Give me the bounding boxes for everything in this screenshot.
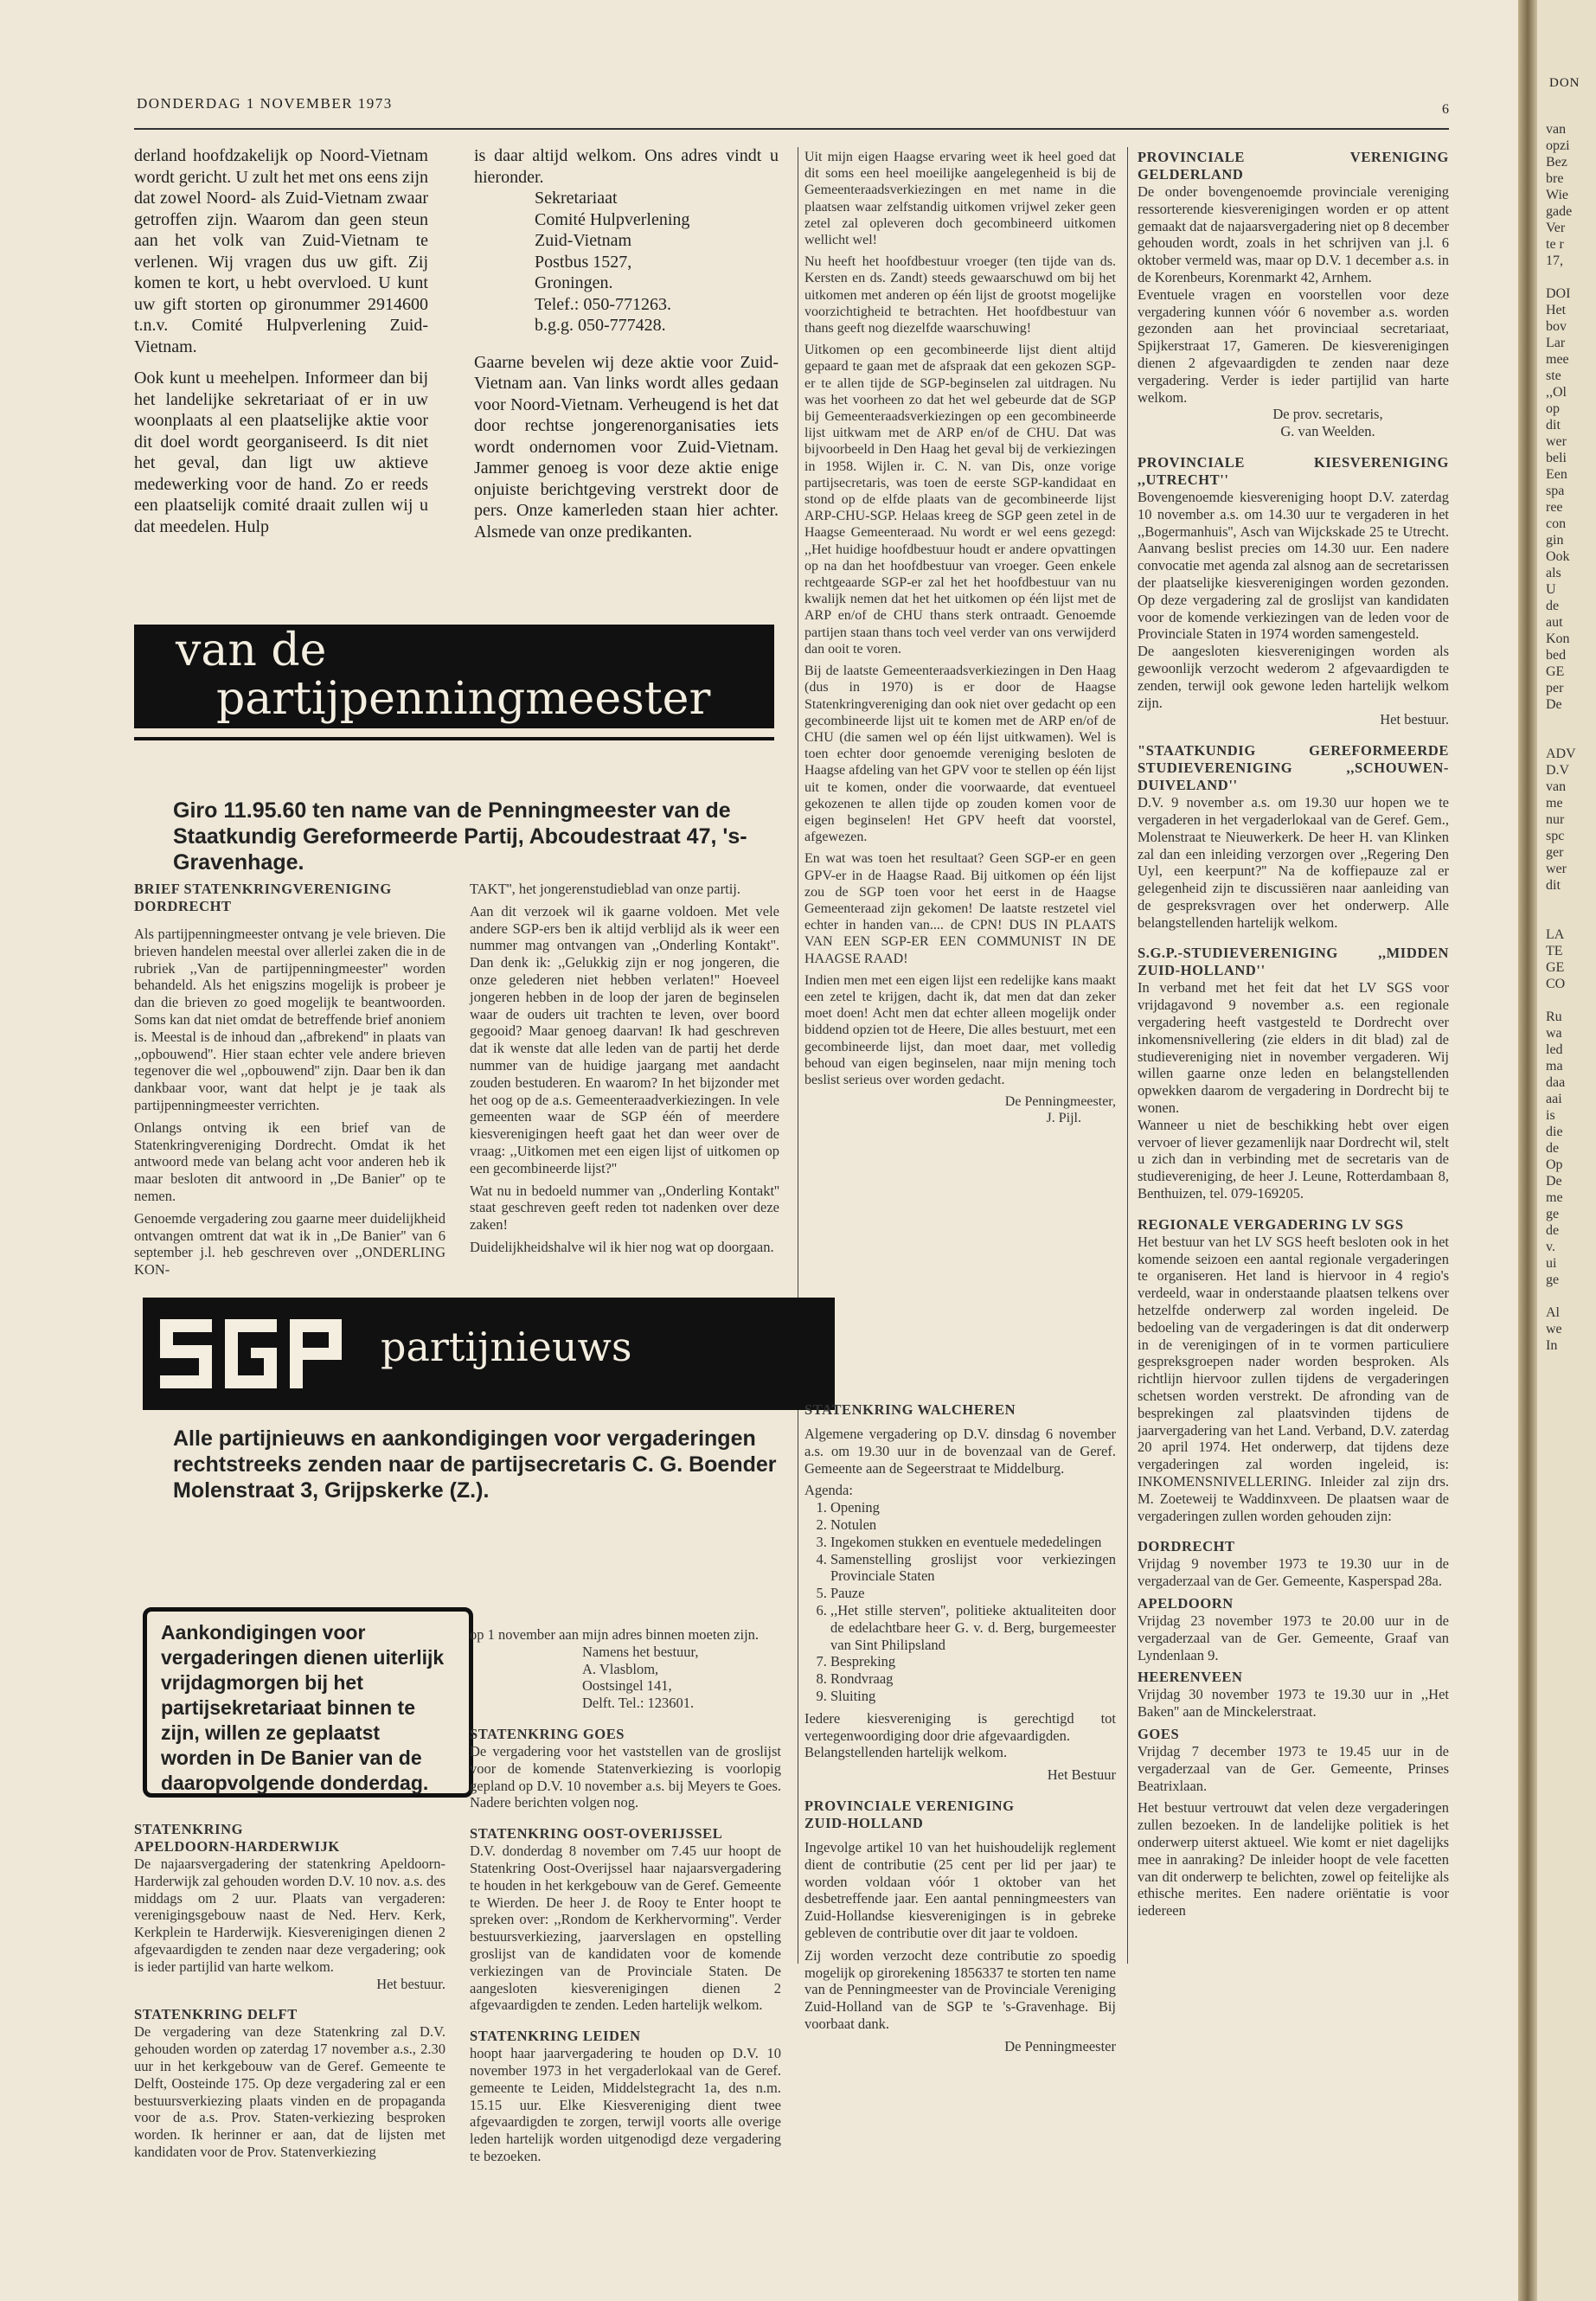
agenda-item: 2. Notulen (830, 1516, 1116, 1534)
statenkring-leiden (470, 2028, 781, 2165)
vietnam-paragraph: Ook kunt u meehelpen. Informeer dan bij het landelijke sekretariaat of er in uw woonplaats al een plaatselijke aktie voor dit doel wordt georganiseerd. Is dit niet het geval, dan ligt uw aktieve medewerking voor de hand. Zo er reeds een plaatselijk comité draait zullen wij u dat meedelen. Hulp (134, 369, 428, 536)
secretariat-address (535, 188, 779, 336)
bottom-col1 (134, 1821, 445, 2175)
signature-line: A. Vlasblom, (582, 1660, 659, 1677)
regional-list (1138, 1538, 1449, 1920)
brief-paragraph: Onlangs ontving ik een brief van de Statenkringvereniging Dordrecht. Omdat ik het antwoord mede van belang acht voor anderen heb ik maar besloten dit antwoord in ,,De Banier'' op te nemen. (134, 1118, 445, 1204)
agenda-label: Agenda: (804, 1482, 853, 1499)
brief-paragraph: En wat was toen het resultaat? Geen SGP-er en geen GPV-er in de Haagse Raad. Bij uitkomen op één lijst zou de SGP toen voor het eerst in de Haagse Gemeenteraad zijn gekomen! De laatste restzetel viel echter in handen van.... de CPN! DUS IN PLAATS VAN EEN SGP-ER EEN COMMUNIST IN DE HAAGSE RAAD! (804, 851, 1116, 966)
brief-paragraph: Indien men met een eigen lijst een redelijke kans maakt een zetel te krijgen, dacht ik, dat men dat dan zeker moet doen! Acht men dat echter alleen mogelijk onder biddend opzien tot de Heere, Die alles bestuurt, met een gecombineerde lijst, dan moet daar, met volledig behoud van eigen beginselen, naar mijn mening toch beslist serieus over worden gedacht. (804, 972, 1116, 1087)
next-page-fragments: van opzi Bez bre Wie gade Ver te r 17, DOI Het bov Lar mee ste ,,Ol op dit wer beli Een spa ree con gin Ook als U de aut Kon bed GE per De ADV D.V van me nur spc ger wer dit LA TE GE CO Ru wa led ma daa aai is die de Op De me ge de v. ui ge Al we In (1546, 122, 1576, 1353)
announcement-title: PROVINCIALE VERENIGING GELDERLAND (1138, 149, 1449, 183)
vietnam-closing: Gaarne bevelen wij deze aktie voor Zuid-Vietnam aan. Van links wordt alles gedaan voor Noord-Vietnam. Verheugend is het dat door rechtse jongerenorganisaties iets wordt ondernomen voor Zuid-Vietnam. Jammer genoeg is voor deze aktie enige onjuiste berichtgeving verstrekt door de pers. Onze kamerleden staan hier achter. Alsmede van onze predikanten. (474, 352, 779, 542)
brief-paragraph: Aan dit verzoek wil ik gaarne voldoen. Met vele andere SGP-ers ben ik altijd verblijd als ik weer een nummer mag ontvangen van ,,Onderling Kontakt''. Dan denk ik: ,,Gelukkig zijn er nog jongeren, die onze gelederen niet hebben verlaten!'' Hoeveel jongeren hebben in de loop der jaren de beginselen waar de ouders uit trachten te leven, over boord gegooid? Maar genoeg daarvan! Ik had geschreven dat ik wenste dat alle leden van de partij het derde nummer van de huidige jaargang met aandacht zouden bestuderen. En waarom? In het bijzonder met het oog op de a.s. Gemeenteraadverkiezingen. In vele gemeenten waar de SGP één of meerdere kiesverenigingen heeft gaat het dan weer over de vraag: ,,Uitkomen met een eigen lijst of uitkomen op een gecombineerde lijst?'' (470, 902, 779, 1176)
announcement-title: "STAATKUNDIG GEREFORMEERDE STUDIEVERENIGING ,,SCHOUWEN-DUIVELAND'' (1138, 742, 1449, 794)
vietnam-article-col1 (134, 145, 428, 548)
kring-title: STATENKRING OOST-OVERIJSSEL (470, 1825, 723, 1843)
announcement-text: De onder bovengenoemde provinciale vereniging ressorterende kiesverenigingen worden er op attent gemaakt dat de najaarsvergadering niet op 8 december gehouden wordt, zoals in het schrijven van j.l. 6 oktober vermeld was, maar op D.V. 1 december a.s. in de Korenbeurs, Korenmarkt 42, Arnhem. (1138, 183, 1449, 285)
kring-title: ZUID-HOLLAND (804, 1814, 924, 1831)
agenda-item: 5. Pauze (830, 1585, 1116, 1602)
announcement-signature: Het bestuur. (1380, 711, 1449, 728)
brief-paragraph: Nu heeft het hoofdbestuur vroeger (ten tijde van ds. Kersten en ds. Zandt) steeds gewaarschuwd om bij het uitkomen met anderen op één lijst de grootst mogelijke voorzichtigheid te betrachten. Het hoofdbestuur van thans geeft nog diezelfde waarschuwing! (804, 254, 1116, 336)
brief-paragraph: Als partijpenningmeester ontvang je vele brieven. Die brieven handelen meestal over allerlei zaken die in de rubriek ,,Van de partijpenningmeester'' worden behandeld. Als het enigszins mogelijk is probeer je dan die brieven zo goed mogelijk te beantwoorden. Soms kan dat niet omdat de betreffende brief anoniem is. Meestal is de inhoud dan ,,afbrekend'' in plaats van ,,opbouwend''. Hier staan echter vele andere brieven tegenover die wel ,,opbouwend'' zijn. Daar ben ik dan dankbaar voor, want dat helpt je je taak als partijpenningmeester verrichten. (134, 926, 445, 1113)
bottom-col2 (470, 1626, 781, 2179)
kring-text: Iedere kiesvereniging is gerechtigd tot vertegenwoordiging door drie afgevaardigden. (804, 1709, 1116, 1744)
provinciale-vereniging-zh (804, 1798, 1116, 2055)
kring-title: STATENKRING LEIDEN (470, 2028, 641, 2045)
regional-text: Vrijdag 23 november 1973 te 20.00 uur in de vergaderzaal van de Ger. Gemeente, Graaf van Lyndenlaan 9. (1138, 1612, 1449, 1663)
regional-city: APELDOORN (1138, 1594, 1234, 1612)
vietnam-article-col2 (474, 145, 779, 553)
announcement-lv-sgs (1138, 1216, 1449, 1525)
kring-text: Belangstellenden hartelijk welkom. (804, 1744, 1008, 1761)
kring-text: De vergadering van deze Statenkring zal D.V. gehouden worden op zaterdag 17 november a.s., 2.30 uur in het kerkgebouw van de Geref. Gemeente te Delft, Oosteinde 175. Op deze vergadering zal er een bestuursverkiezing plaats vinden en de propaganda voor de a.s. Prov. Staten-verkiezing besproken worden. Ik herinner er aan, dat de lijsten met kandidaten voor de Prov. Statenverkiezing (134, 2023, 445, 2160)
announcement-text: In verband met het feit dat het LV SGS voor vrijdagavond 9 november a.s. een regionale vergadering heeft vastgesteld te Dordrecht over inkomensnivellering (zie elders in dit blad) zal de studievereniging niet in november vergaderen. Wij willen gaarne onze leden en belangstellenden opwekken daarom de vergadering in Dordrecht bij te wonen. (1138, 979, 1449, 1117)
kring-text: De vergadering voor het vaststellen van de groslijst voor de komende Statenverkiezing is voorlopig gepland op D.V. 10 november a.s. bij Meyers te Goes. Nadere berichten volgen nog. (470, 1742, 781, 1811)
kring-title: STATENKRING WALCHEREN (804, 1401, 1016, 1418)
page-number: 6 (1442, 102, 1449, 117)
next-page-edge (1537, 0, 1596, 2301)
statenkring-walcheren (804, 1401, 1116, 1784)
signature-line: Oostsingel 141, (582, 1677, 672, 1695)
announcement-title: REGIONALE VERGADERING LV SGS (1138, 1215, 1404, 1233)
brief-signature: J. Pijl. (1046, 1111, 1081, 1126)
brief-paragraph: Genoemde vergadering zou gaarne meer duidelijkheid ontvangen omtrent dat wat ik in ,,De Banier'' van 6 september j.l. heb geschreven over ,,ONDERLING KON- (134, 1209, 445, 1279)
statenkring-apeldoorn (134, 1821, 445, 1992)
announcement-signature: G. van Weelden. (1280, 423, 1375, 440)
brief-signature: De Penningmeester, (1004, 1094, 1116, 1110)
agenda-item: 7. Bespreking (830, 1653, 1116, 1670)
brief-col3 (804, 149, 1116, 1132)
address-line: Groningen. (535, 273, 613, 292)
announcement-signature: De prov. secretaris, (1272, 406, 1383, 423)
kring-title: STATENKRING DELFT (134, 2006, 298, 2023)
banner-line2: partijpenningmeester (216, 673, 711, 725)
address-line: Sekretariaat (535, 189, 618, 208)
announcement-utrecht (1138, 454, 1449, 728)
address-line: Comité Hulpverlening (535, 209, 690, 229)
announcement-title: S.G.P.-STUDIEVERENIGING ,,MIDDEN ZUID-HOLLAND'' (1138, 945, 1449, 979)
announcement-text: Eventuele vragen en voorstellen voor deze vergadering kunnen vóór 6 november a.s. worden gezonden aan het provinciaal secretariaat, Spijkerstraat 17, Gameren. De kiesverenigingen dienen 2 afgevaardigden te zenden naar deze vergadering. Verder is ieder partijlid van harte welkom. (1138, 285, 1449, 406)
kring-text: D.V. donderdag 8 november om 7.45 uur hoopt de Statenkring Oost-Overijssel haar najaarsvergadering te houden in het kerkgebouw van de Geref. Gemeente te Wierden. De heer J. de Rooy te Enter hoopt te spreken over: ,,Rondom de Kerkhervorming''. Verder bestuursverkiezing, jaarverslagen en opstelling groslijst van de kandidaten voor de komende verkiezingen van de Provinciale Staten. De aangesloten kiesverenigingen dienen 2 afgevaardigden te zenden. Leden hartelijk welkom. (470, 1843, 781, 2014)
brief-paragraph: Bij de laatste Gemeenteraadsverkiezingen in Den Haag (dus in 1970) is er door de Haagse Statenkringvereniging dan ook niet over gedacht op een gecombineerde lijst uit te komen met de ARP en/of de CHU (die samen wel op één lijst uitkwamen). Wel is toen echter door genoemde vereniging besloten de Haagse afdeling van het GPV voor te stellen op één lijst uit te komen, onder die voorwaarde, dat eventueel gekozenen te allen tijde op zouden komen voor de eigen beginselen! Het GPV heeft dat voorstel, afgewezen. (804, 663, 1116, 845)
address-line: Zuid-Vietnam (535, 231, 632, 250)
statenkring-delft (134, 2006, 445, 2160)
header-date: DONDERDAG 1 NOVEMBER 1973 (137, 95, 393, 112)
sgp-logo-icon (151, 1306, 350, 1401)
agenda-item: 8. Rondvraag (830, 1670, 1116, 1688)
partijnieuws-notice: Alle partijnieuws en aankondigingen voor vergaderingen rechtstreeks zenden naar de partijsecretaris C. G. Boender Molenstraat 3, Grijpskerke (Z.). (173, 1426, 777, 1503)
announcement-schouwen (1138, 742, 1449, 931)
kring-title: PROVINCIALE VERENIGING (804, 1797, 1015, 1814)
agenda-item: 3. Ingekomen stukken en eventuele mededelingen (830, 1534, 1116, 1551)
regional-text: Vrijdag 9 november 1973 te 19.30 uur in de vergaderzaal van de Ger. Gemeente, Kasperspad 28a. (1138, 1555, 1449, 1590)
brief-col2 (470, 881, 779, 1261)
signature-line: Delft. Tel.: 123601. (582, 1695, 695, 1712)
regional-text: Vrijdag 30 november 1973 te 19.30 uur in ,,Het Baken'' aan de Minckelerstraat. (1138, 1686, 1449, 1721)
brief-paragraph: TAKT'', het jongerenstudieblad van onze partij. (470, 881, 740, 897)
agenda-list (804, 1499, 1116, 1705)
agenda-item: 6. ,,Het stille sterven'', politieke aktualiteiten door de edelachtbare heer G. v. d. Berg, burgemeester van Sint Philipsland (830, 1602, 1116, 1653)
announcement-text: D.V. 9 november a.s. om 19.30 uur hopen we te vergaderen in het vergaderlokaal van de Geref. Gem., Molenstraat te Nieuwerkerk. De heer H. van Klinken zal dan een inleiding verzorgen over ,,Regering Den Uyl, een keerpunt?'' Na de koffiepauze zal er gelegenheid zijn te discussiëren naar aanleiding van de gespreksvragen over het onderwerp. Alle belangstellenden hartelijk welkom. (1138, 794, 1449, 931)
brief-col1 (134, 881, 445, 1284)
brief-paragraph: Uit mijn eigen Haagse ervaring weet ik heel goed dat dit soms een heel moeilijke aangelegenheid is bij de Gemeenteraadsverkiezingen en met name in die plaatsen waar zelfstandig uitkomen vrijwel zeker geen zetel zal opleveren doch gecombineerd uitkomen wellicht wel! (804, 150, 1116, 248)
kring-text: Zij worden verzocht deze contributie zo spoedig mogelijk op girorekening 1856337 te storten ten name van de Penningmeester van de Provinciale Vereniging Zuid-Holland van de SGP te 's-Gravenhage. Bij voorbaat dank. (804, 1946, 1116, 2032)
regional-closing: Het bestuur vertrouwt dat velen deze vergaderingen zullen bezoeken. In de landelijke politiek is het onderwerp uiterst aktueel. Wie komt er niet dagelijks mee in aanraking? De inleider hoopt de vele facetten van dit onderwerp te belichten, zowel op feitelijke als ethische merites. Een nadere oriëntatie is voor iedereen (1138, 1799, 1449, 1920)
brief-title: BRIEF STATENKRINGVERENIGING (134, 881, 392, 897)
announcement-midden-zh (1138, 945, 1449, 1202)
giro-notice: Giro 11.95.60 ten name van de Penningmeester van de Staatkundig Gereformeerde Partij, Abcoudestraat 47, 's-Gravenhage. (173, 798, 747, 875)
agenda-item: 4. Samenstelling groslijst voor verkiezingen Provinciale Staten (830, 1551, 1116, 1586)
kring-signature: Het bestuur. (376, 1975, 445, 1992)
vietnam-paragraph: derland hoofdzakelijk op Noord-Vietnam wordt gericht. U zult het met ons eens zijn dat zowel Noord- als Zuid-Vietnam zwaar getroffen zijn. Waarom dan geen steun aan het volk van Zuid-Vietnam te verlenen. Wij vragen dus uw gift. Zij komen te kort, u hebt overvloed. U kunt uw gift storten op gironummer 2914600 t.n.v. Comité Hulpverlening Zuid-Vietnam. (134, 146, 428, 356)
statenkring-goes (470, 1726, 781, 1811)
kring-text: op 1 november aan mijn adres binnen moeten zijn. (470, 1626, 760, 1643)
kring-text: Ingevolge artikel 10 van het huishoudelijk reglement dient de contributie (25 cent per lid per jaar) te worden voldaan vóór 1 oktober van het desbetreffende jaar. Een aantal penningmeesters van Zuid-Hollandse kiesverenigingen is in gebreke gebleven de contributie over dit jaar te voldoen. (804, 1838, 1116, 1941)
address-line: Telef.: 050-771263. (535, 294, 672, 314)
penningmeester-banner (134, 625, 774, 728)
regional-city: DORDRECHT (1138, 1538, 1235, 1555)
next-page-header: DON (1549, 76, 1580, 90)
kring-title: STATENKRING (134, 1821, 244, 1837)
page-spine (1518, 0, 1537, 2301)
col4-announcements (1138, 149, 1449, 1925)
kring-title: STATENKRING GOES (470, 1725, 625, 1742)
kring-signature: Het Bestuur (1047, 1766, 1116, 1784)
announcement-gelderland (1138, 149, 1449, 440)
brief-paragraph: Duidelijkheidshalve wil ik hier nog wat op doorgaan. (470, 1238, 774, 1255)
page-header (134, 93, 1449, 130)
announcement-text: Het bestuur van het LV SGS heeft besloten ook in het komende seizoen een aantal regionale vergaderingen te organiseren. Het land is hiervoor in 4 regio's verdeeld, waar in onderstaande plaatsen telkens over hetzelfde onderwerp zal worden ingeleid. De bedoeling van de vergaderingen is dat dit onderwerp in de verenigingen of in te vormen particuliere gespreksgroepen nader worden besproken. Als richtlijn hiervoor zullen tijdens de vergaderingen schetsen worden verstrekt. De afronding van de besprekingen zal plaatsvinden tijdens de jaarvergadering van het Land. Verband, D.V. zaterdag 20 april 1974. Het onderwerp, dat tijdens deze vergaderingen zal worden ingeleid, is: INKOMENSNIVELLERING. Inleider zal zijn drs. M. Zoeteweij te Waddinxveen. De plaatsen waar de vergaderingen zullen worden gehouden zijn: (1138, 1233, 1449, 1524)
address-line: Postbus 1527, (535, 252, 632, 272)
kring-signature: De Penningmeester (1004, 2037, 1116, 2054)
deadline-box: Aankondigingen voor vergaderingen dienen uiterlijk vrijdagmorgen bij het partijsekretariaat binnen te zijn, willen ze geplaatst worden in De Banier van de daaropvolgende donderdag. (143, 1607, 473, 1798)
agenda-item: 9. Sluiting (830, 1688, 1116, 1705)
kring-text: Algemene vergadering op D.V. dinsdag 6 november a.s. om 19.30 uur in de bovenzaal van de Geref. Gemeente aan de Segeerstraat te Middelburg. (804, 1426, 1116, 1477)
kring-text: De najaarsvergadering der statenkring Apeldoorn-Harderwijk zal gehouden worden D.V. 10 nov. a.s. des middags om 2 uur. Plaats van vergaderen: verenigingsgebouw naast de Ned. Herv. Kerk, Kerkplein te Harderwijk. Kiesverenigingen dienen 2 afgevaardigden te zenden naar deze vergadering; ook is ieder partijlid van harte welkom. (134, 1856, 445, 1975)
kring-text: hoopt haar jaarvergadering te houden op D.V. 10 november 1973 in het vergaderlokaal van de Geref. gemeente te Leiden, Middelstegracht 1a, des n.m. 15.15 uur. Elke Kiesvereniging dient twee afgevaardigden te zorgen, terwijl voorts alle overige leden hartelijk worden uitgenodigd deze vergadering te bezoeken. (470, 2045, 781, 2164)
signature-line: Namens het bestuur, (582, 1643, 699, 1660)
announcement-text: Wanneer u niet de beschikking hebt over eigen vervoer of liever gezamenlijk naar Dordrecht wil, stelt u zich dan in verbinding met de secretaris van de studievereniging, de heer J. Leune, Rotterdambaan 8, Benthuizen, tel. 079-169205. (1138, 1116, 1449, 1202)
announcement-text: Bovengenoemde kiesvereniging hoopt D.V. zaterdag 10 november a.s. om 14.30 uur te vergaderen in het ,,Bogermanhuis'', Asch van Wijckskade 25 te Utrecht. Aanvang beslist precies om 14.30 uur. Een nadere convocatie met agenda zal alsnog aan de secretarissen der plaatselijke kiesverenigingen worden gezonden. Op deze vergadering zal de groslijst van kandidaten voor de komende verkiezingen van de leden voor de Provinciale Staten in 1974 worden samengesteld. (1138, 488, 1449, 643)
announcement-text: De aangesloten kiesverenigingen worden als gewoonlijk verzocht wederom 2 afgevaardigden te zenden, terwijl ook gewone leden hartelijk welkom zijn. (1138, 643, 1449, 711)
announcement-title: PROVINCIALE KIESVERENIGING ,,UTRECHT'' (1138, 453, 1449, 488)
logo-text: SGP (249, 1399, 253, 1400)
kring-title: APELDOORN-HARDERWIJK (134, 1838, 340, 1855)
bottom-col3 (804, 1401, 1116, 2069)
partijnieuws-title: partijnieuws (381, 1324, 632, 1370)
agenda-item: 1. Opening (830, 1499, 1116, 1516)
vietnam-intro: is daar altijd welkom. Ons adres vindt u hieronder. (474, 146, 779, 187)
delft-signature (582, 1644, 781, 1712)
address-line: b.g.g. 050-777428. (535, 316, 666, 335)
regional-city: GOES (1138, 1725, 1180, 1742)
column-divider (1127, 147, 1128, 1964)
brief-paragraph: Uitkomen op een gecombineerde lijst dient altijd gepaard te gaan met de afspraak dat een gekozen SGP-er te allen tijde de SGP-beginselen zal uitdragen. Nu was het voorheen zo dat het wel gebeurde dat de SGP bij Gemeenteraadsverkiezingen op een gecombineerde lijst uitkwam met de ARP en/of de CHU. Dat was bijvoorbeeld in Den Haag het geval bij de verkiezingen in 1958. Wijlen ir. C. N. van Dis, onze vorige partijsecretaris, was toen de eerste SGP-kandidaat en stond op de elfde plaats van de gecombineerde lijst ARP-CHU-SGP. Helaas kreeg de SGP geen zetel in de Haagse Gemeenteraad. Nu wordt er wel eens gezegd: ,,Het huidige hoofdbestuur houdt er andere opvattingen op na dan het hoofdbestuur van vroeger. Geen enkele rechtgeaarde SGP-er zal het het hoofdbestuur van nu kwalijk nemen dat het het uitkomen op één lijst met de ARP en/of de CHU thans sterk ontraadt. Genoemde partijen staan thans toch veel verder van ons verwijderd dan ooit te voren. (804, 343, 1116, 657)
banner-underline (134, 737, 774, 740)
brief-title: DORDRECHT (134, 898, 232, 914)
brief-paragraph: Wat nu in bedoeld nummer van ,,Onderling Kontakt'' staat geschreven geeft reden tot nadenken over deze zaken! (470, 1182, 779, 1234)
banner-line1: van de (176, 625, 327, 676)
delft-continued (470, 1626, 781, 1712)
regional-text: Vrijdag 7 december 1973 te 19.45 uur in de vergaderzaal van de Ger. Gemeente, Prinses Beatrixlaan. (1138, 1742, 1449, 1794)
regional-city: HEERENVEEN (1138, 1669, 1243, 1686)
statenkring-overijssel (470, 1825, 781, 2014)
